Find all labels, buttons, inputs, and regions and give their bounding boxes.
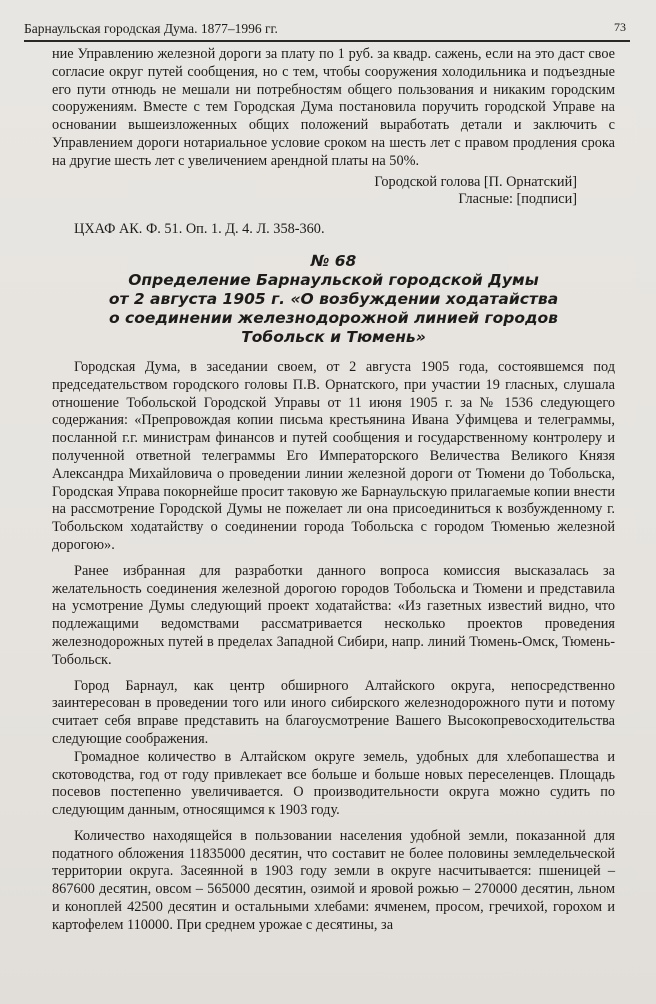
body-paragraph: Количество находящейся в пользовании населения удобной земли, показанной для податного обложения 11835000 десятин, что составит не более половины земледельческой территории округа. Засеянной в 1903 году земли в округе насчитывается: пшеницей – 867600 десятин, овсом – 565000 десятин, озимой и яровой рожью – 270000 десятин, льном и коноплей 42500 десятин и остальными хлебами: ячменем, просом, гречихой, горохом и картофелем 110000. При среднем урожае с десятины, за [52, 827, 615, 933]
running-header-title: Барнаульская городская Дума. 1877–1996 гг. [24, 21, 278, 36]
document-title-line: Тобольск и Тюмень» [241, 327, 426, 346]
running-header [24, 18, 630, 42]
body-paragraph: Городская Дума, в заседании своем, от 2 августа 1905 года, состоявшемся под председательством городского головы П.В. Орнатского, при участии 19 гласных, слушала отношение Тобольской Городской Управы от 11 июня 1905 г. за № 1536 следующего содержания: «Препровождая копии письма крестьянина Ивана Уфимцева и телеграммы, посланной г.г. министрам финансов и путей сообщения и государственному контролеру и полученной ответной телеграммы Его Императорского Величества Великого Князя Александра Михайловича о проведении линии железной дороги от Тюмени до Тобольска, Городская Управа покорнейше просит таковую же Барнаульскую прилагаемые копии внести на рассмотрение Городской Думы не пожелает ли она присоединиться к возбужденному г. Тобольском ходатайству о соединении города Тобольска с городом Тюменью железной дорогою». [52, 358, 615, 553]
document-title-line: от 2 августа 1905 г. «О возбуждении ходатайства [108, 289, 559, 308]
body-paragraph: Громадное количество в Алтайском округе земель, удобных для хлебопашества и скотоводства, год от году привлекает все больше и больше новых переселенцев. Площадь посевов постепенно увеличивается. О производительности округа можно судить по следующим данным, относящимся к 1903 году. [52, 748, 615, 819]
page-number: 73 [614, 20, 626, 34]
body-paragraph: Город Барнаул, как центр обширного Алтайского округа, непосредственно заинтересован в проведении того или иного сибирского железнодорожного пути и потому считает себя вправе представить на благоусмотрение Вашего Высокопревосходительства следующие соображения. [52, 677, 615, 747]
signature-mayor: Городской голова [П. Орнатский] [374, 173, 577, 190]
document-title-line: Определение Барнаульской городской Думы [128, 270, 539, 289]
archive-source: ЦХАФ АК. Ф. 51. Оп. 1. Д. 4. Л. 358-360. [74, 221, 325, 238]
document-number: № 68 [310, 251, 357, 270]
prev-doc-paragraph: ние Управлению железной дороги за плату по 1 руб. за квадр. сажень, если на это даст свое согласие округ путей сообщения, но с тем, чтобы сооружения холодильника и подъездные его пути отнюдь не мешали ни потребностям общего пользования и никаким городским сооружениям. Вместе с тем Городская Дума постановила поручить городской Управе на основании вышеизложенных общих положений выработать детали и заключить с Управлением дороги нотариальное условие сроком на шесть лет с правом продления срока на другие шесть лет с увеличением арендной платы на 50%. [52, 46, 615, 169]
page-body [52, 46, 615, 935]
signature-block [52, 174, 577, 210]
body-paragraph: Ранее избранная для разработки данного вопроса комиссия высказалась за желательность соединения железной дорогою городов Тобольска и Тюмени и представила на усмотрение Думы следующий проект ходатайства: «Из газетных известий видно, что подлежащими ведомствами рассматривается несколько проектов проведения железнодорожных путей в пределах Западной Сибири, напр. линий Тюмень-Омск, Тюмень-Тобольск. [52, 562, 615, 668]
document-title [62, 271, 605, 347]
document-title-line: о соединении железнодорожной линией городов [109, 308, 558, 327]
signature-members: Гласные: [подписи] [458, 191, 577, 208]
